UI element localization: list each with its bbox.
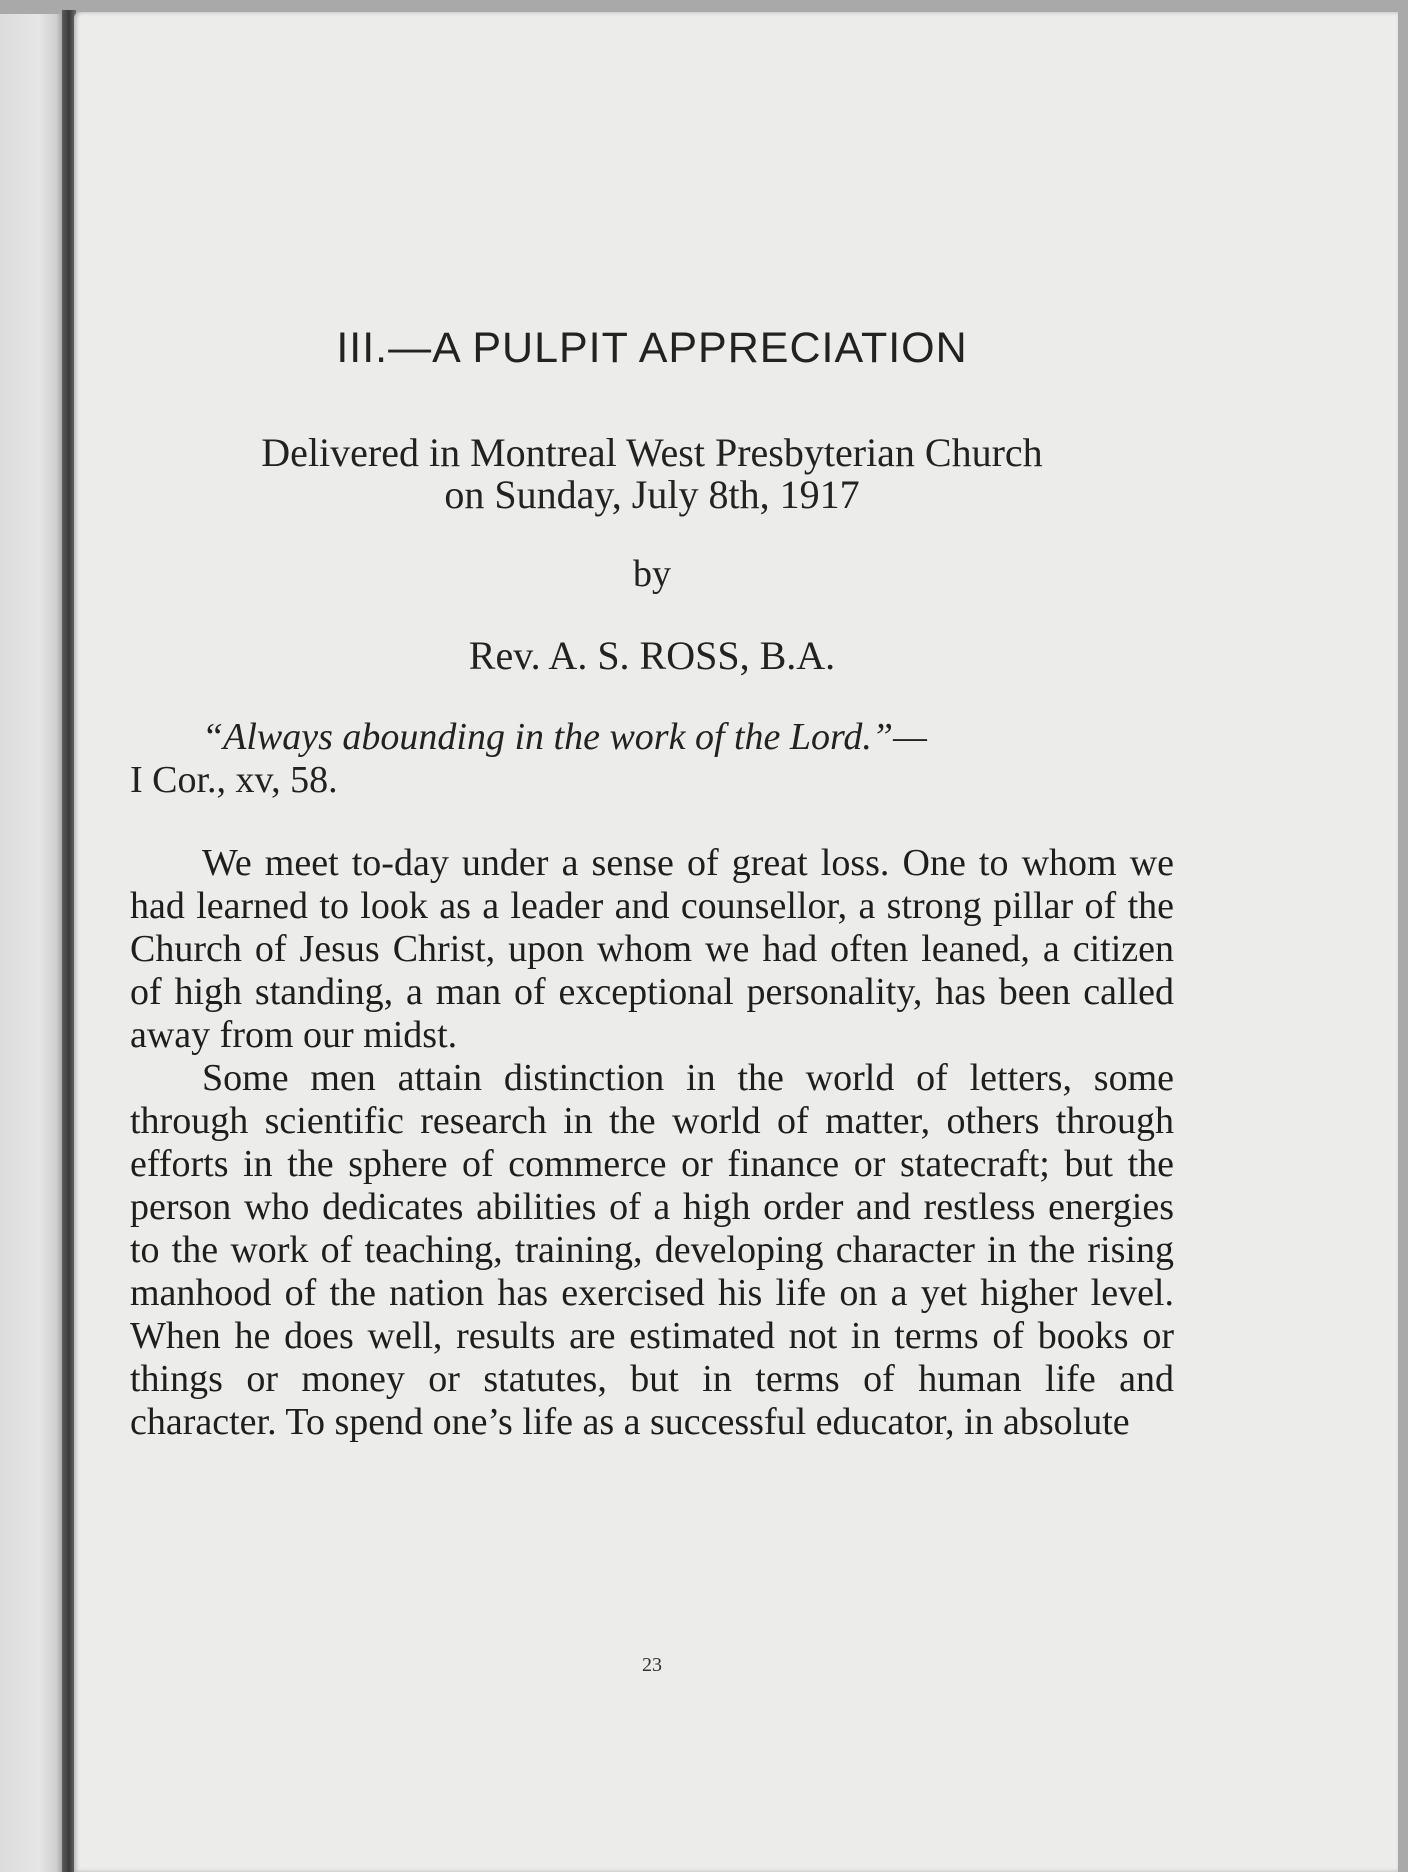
body-text xyxy=(130,842,1174,1444)
paragraph-1: We meet to-day under a sense of great loss. One to whom we had learned to look as a leader and counsellor, a strong pillar of the Church of Jesus Christ, upon whom we had often leaned, a citizen of high standing, a man of exceptional personality, has been called away from our midst. xyxy=(130,842,1174,1056)
chapter-subtitle xyxy=(130,432,1174,516)
subtitle-line-1: Delivered in Montreal West Presbyterian Church xyxy=(261,430,1043,475)
byline-by: by xyxy=(633,553,671,595)
chapter-title: III.—A PULPIT APPRECIATION xyxy=(336,324,968,372)
epigraph xyxy=(130,716,1174,802)
epigraph-quote: “Always abounding in the work of the Lord.”— xyxy=(202,716,927,758)
author-name: Rev. A. S. ROSS, B.A. xyxy=(468,633,836,678)
subtitle-line-2: on Sunday, July 8th, 1917 xyxy=(444,472,860,517)
previous-page-edge xyxy=(0,14,64,1872)
page-number: 23 xyxy=(642,1654,662,1676)
epigraph-reference: I Cor., xv, 58. xyxy=(130,759,338,801)
paragraph-2: Some men attain distinction in the world of letters, some through scientific research in the world of matter, others through efforts in the sphere of commerce or finance or statecraft; but the person who dedicates abilities of a high order and restless energies to the work of teaching, training, developing character in the rising manhood of the nation has exercised his life on a yet higher level. When he does well, results are estimated not in terms of books or things or money or statutes, but in terms of human life and character. To spend one’s life as a successful educator, in absolute xyxy=(130,1057,1174,1443)
